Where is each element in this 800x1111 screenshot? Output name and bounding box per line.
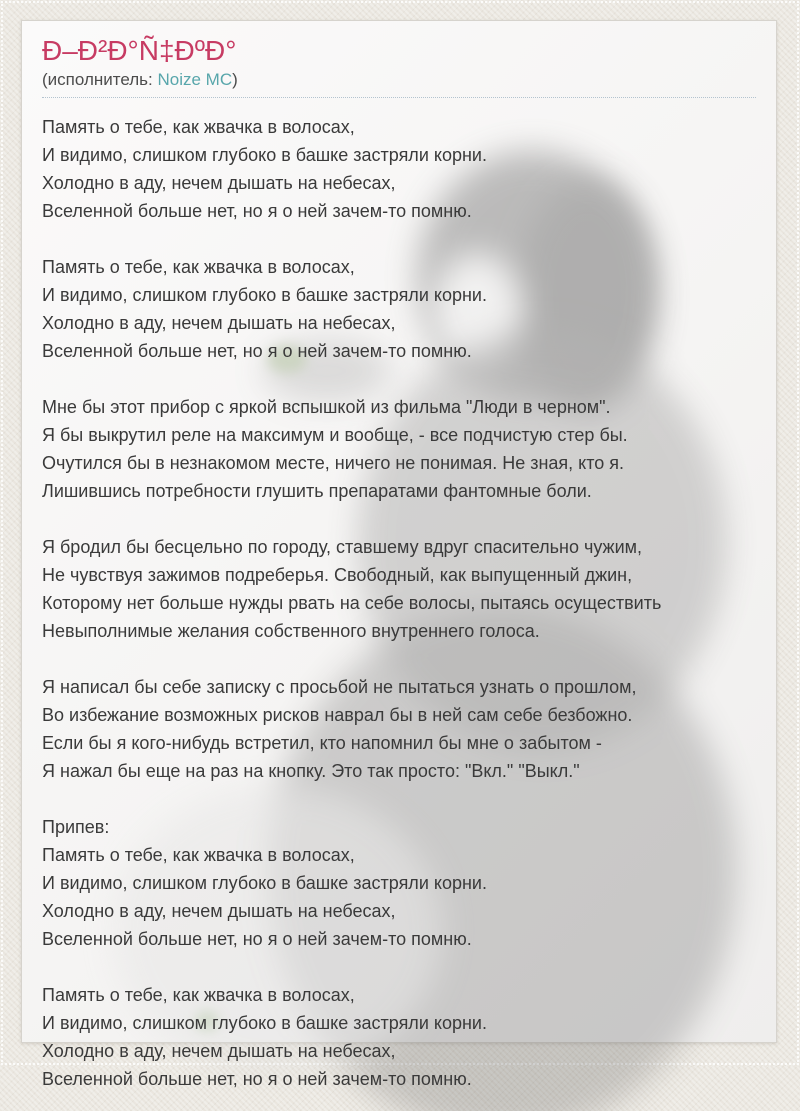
lyrics-text	[42, 113, 756, 1093]
lyrics-line: И видимо, слишком глубоко в башке застряли корни.	[42, 1013, 487, 1034]
dotted-separator	[42, 97, 756, 98]
lyrics-stanza	[42, 113, 756, 225]
lyrics-line: Вселенной больше нет, но я о ней зачем-то помню.	[42, 201, 472, 222]
lyrics-line: И видимо, слишком глубоко в башке застряли корни.	[42, 145, 487, 166]
lyrics-line: Во избежание возможных рисков наврал бы в ней сам себе безбожно.	[42, 705, 633, 726]
lyrics-line: Я написал бы себе записку с просьбой не пытаться узнать о прошлом,	[42, 677, 637, 698]
lyrics-card	[21, 20, 777, 1090]
lyrics-stanza	[42, 981, 756, 1093]
lyrics-line: Если бы я кого-нибудь встретил, кто напомнил бы мне о забытом -	[42, 733, 602, 754]
lyrics-stanza	[42, 393, 756, 505]
lyrics-line: Вселенной больше нет, но я о ней зачем-то помню.	[42, 1069, 472, 1090]
lyrics-line: Очутился бы в незнакомом месте, ничего не понимая. Не зная, кто я.	[42, 453, 625, 474]
artist-label-suffix: )	[232, 70, 238, 90]
lyrics-stanza	[42, 253, 756, 365]
artist-label-prefix: (исполнитель:	[42, 70, 158, 90]
lyrics-stanza	[42, 673, 756, 785]
lyrics-line: Я нажал бы еще на раз на кнопку. Это так просто: "Вкл." "Выкл."	[42, 761, 580, 782]
lyrics-line: Не чувствуя зажимов подреберья. Свободный, как выпущенный джин,	[42, 565, 633, 586]
lyrics-stanza	[42, 533, 756, 645]
lyrics-line: Невыполнимые желания собственного внутреннего голоса.	[42, 621, 540, 642]
lyrics-stanza	[42, 813, 756, 953]
lyrics-line: Мне бы этот прибор с яркой вспышкой из фильма "Люди в черном".	[42, 397, 611, 418]
lyrics-line: Вселенной больше нет, но я о ней зачем-то помню.	[42, 929, 472, 950]
lyrics-line: Я бы выкрутил реле на максимум и вообще, - все подчистую стер бы.	[42, 425, 628, 446]
lyrics-line: Лишившись потребности глушить препаратами фантомные боли.	[42, 481, 592, 502]
lyrics-line: Припев:	[42, 817, 110, 838]
lyrics-line: Вселенной больше нет, но я о ней зачем-то помню.	[42, 341, 472, 362]
lyrics-line: Холодно в аду, нечем дышать на небесах,	[42, 313, 396, 334]
lyrics-line: Холодно в аду, нечем дышать на небесах,	[42, 173, 396, 194]
card-content	[22, 21, 776, 1111]
lyrics-line: Холодно в аду, нечем дышать на небесах,	[42, 1041, 396, 1062]
lyrics-line: И видимо, слишком глубоко в башке застряли корни.	[42, 285, 487, 306]
lyrics-line: Память о тебе, как жвачка в волосах,	[42, 845, 355, 866]
artist-line	[42, 70, 756, 90]
lyrics-line: Холодно в аду, нечем дышать на небесах,	[42, 901, 396, 922]
artist-link[interactable]: Noize MC	[157, 70, 233, 90]
lyrics-line: Память о тебе, как жвачка в волосах,	[42, 257, 355, 278]
lyrics-line: Которому нет больше нужды рвать на себе волосы, пытаясь осуществить	[42, 593, 662, 614]
song-title: Ð–Ð²Ð°Ñ‡ÐºÐ°	[42, 35, 237, 66]
lyrics-line: Я бродил бы бесцельно по городу, ставшему вдруг спасительно чужим,	[42, 537, 643, 558]
lyrics-line: Память о тебе, как жвачка в волосах,	[42, 117, 355, 138]
lyrics-line: И видимо, слишком глубоко в башке застряли корни.	[42, 873, 487, 894]
lyrics-line: Память о тебе, как жвачка в волосах,	[42, 985, 355, 1006]
